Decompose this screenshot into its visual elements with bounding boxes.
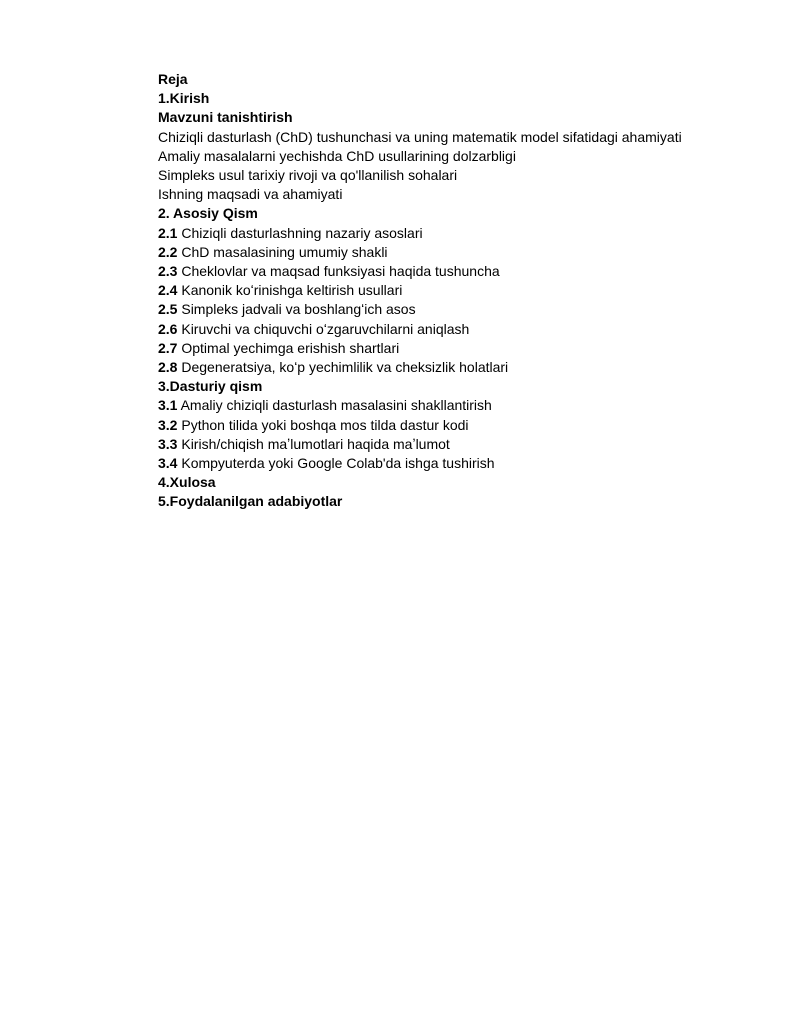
practical-item <box>158 435 778 454</box>
item-number: 3.4 <box>158 455 178 472</box>
item-text: Cheklovlar va maqsad funksiyasi haqida tushuncha <box>177 263 500 280</box>
intro-heading: 1.Kirish <box>158 90 210 107</box>
item-text: Python tilida yoki boshqa mos tilda dastur kodi <box>177 416 469 433</box>
practical-heading: 3.Dasturiy qism <box>158 378 263 395</box>
item-number: 2.6 <box>158 320 178 337</box>
item-number: 3.2 <box>158 416 178 433</box>
references-heading: 5.Foydalanilgan adabiyotlar <box>158 493 343 510</box>
item-number: 2.7 <box>158 339 178 356</box>
item-number: 2.8 <box>158 359 178 376</box>
intro-subheading: Mavzuni tanishtirish <box>158 109 293 126</box>
main-item <box>158 358 778 377</box>
practical-item <box>158 396 778 415</box>
item-number: 2.1 <box>158 224 178 241</box>
practical-item <box>158 454 778 473</box>
item-number: 2.3 <box>158 263 178 280</box>
item-text: Kompyuterda yoki Google Colab'da ishga tushirish <box>177 455 495 472</box>
document-title: Reja <box>158 71 188 87</box>
main-item <box>158 262 778 281</box>
intro-item: Ishning maqsadi va ahamiyati <box>158 186 343 203</box>
intro-item: Chiziqli dasturlash (ChD) tushunchasi va uning matematik model sifatidagi ahamiyati <box>158 128 682 145</box>
main-item <box>158 300 778 319</box>
main-item <box>158 320 778 339</box>
main-heading: 2. Asosiy Qism <box>158 205 258 222</box>
practical-item <box>158 416 778 435</box>
item-number: 2.2 <box>158 243 178 260</box>
main-item <box>158 339 778 358</box>
item-text: ChD masalasining umumiy shakli <box>177 243 388 260</box>
item-text: Kirish/chiqish maʼlumotlari haqida maʼlumot <box>177 435 450 452</box>
main-item <box>158 243 778 262</box>
item-text: Chiziqli dasturlashning nazariy asoslari <box>177 224 423 241</box>
item-text: Optimal yechimga erishish shartlari <box>177 339 400 356</box>
item-number: 3.1 <box>158 397 178 414</box>
item-number: 3.3 <box>158 435 178 452</box>
item-text: Amaliy chiziqli dasturlash masalasini shakllantirish <box>177 397 492 414</box>
main-item <box>158 281 778 300</box>
item-number: 2.4 <box>158 282 178 299</box>
intro-item: Simpleks usul tarixiy rivoji va qo'llanilish sohalari <box>158 167 458 184</box>
intro-item: Amaliy masalalarni yechishda ChD usullarining dolzarbligi <box>158 147 516 164</box>
item-text: Degeneratsiya, koʻp yechimlilik va cheksizlik holatlari <box>177 359 509 376</box>
main-item <box>158 224 778 243</box>
item-text: Kanonik koʻrinishga keltirish usullari <box>177 282 403 299</box>
item-text: Kiruvchi va chiquvchi oʻzgaruvchilarni aniqlash <box>177 320 470 337</box>
document-page <box>158 70 778 512</box>
item-number: 2.5 <box>158 301 178 318</box>
conclusion-heading: 4.Xulosa <box>158 474 216 491</box>
item-text: Simpleks jadvali va boshlangʻich asos <box>177 301 416 318</box>
